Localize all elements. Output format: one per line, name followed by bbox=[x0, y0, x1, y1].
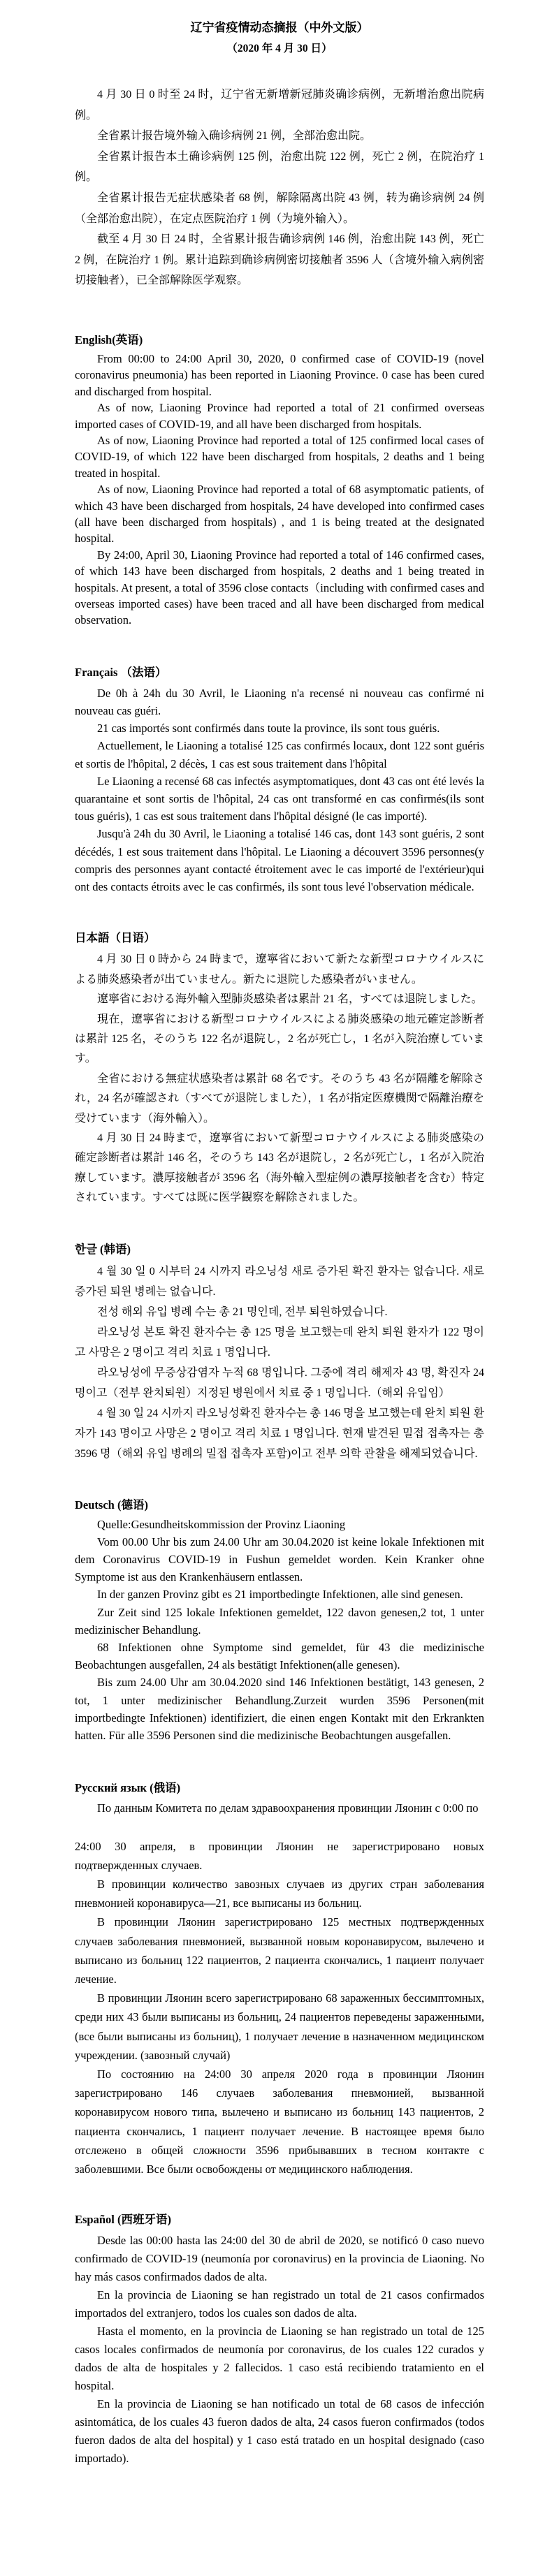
japanese-paragraph-2: 遼寧省における海外輸入型肺炎感染者は累計 21 名，すべては退院しました。 bbox=[97, 993, 483, 1006]
spanish-paragraph-3: Hasta el momento, en la provincia de Liaoning se han registrado un total de 125 casos locales confirmados de neumonía por coronavirus, de los cuales 122 curados y dados de alta de hospitales y 2 fallecidos. 1 caso está recibiendo tratamiento en el hospital. bbox=[75, 2325, 484, 2393]
heading-russian: Русский язык (俄语) bbox=[75, 1781, 181, 1795]
french-paragraph-3: Actuellement, le Liaoning a totalisé 125 cas confirmés locaux, dont 122 sont guéris et sortis de l'hôpital, 2 décès, 1 cas est sous traitement dans l'hôpital bbox=[75, 739, 484, 770]
japanese-paragraph-4: 全省における無症状感染者は累計 68 名です。そのうち 43 名が隔離を解除され，24 名が確認され（すべてが退院しました），1 名が指定医療機関で隔離治療を受けています（海外輸入）。 bbox=[75, 1072, 484, 1125]
french-paragraph-1: De 0h à 24h du 30 Avril, le Liaoning n'a recensé ni nouveau cas confirmé ni nouveau cas guéri. bbox=[75, 686, 484, 718]
japanese-body bbox=[75, 950, 484, 1208]
german-paragraph-5: Bis zum 24.00 Uhr am 30.04.2020 sind 146 Infektionen bestätigt, 143 genesen, 2 tot, 1 unter medizinischer Behandlung.Zurzeit wurden 3596 Personen(mit importbedingte Infektionen) identifiziert, die einen engen Kontakt mit den Erkrankten hatten. Für alle 3596 Personen sind die medizinische Beobachtungen ausgefallen. bbox=[75, 1676, 484, 1742]
heading-german: Deutsch (德语) bbox=[75, 1498, 148, 1512]
korean-paragraph-2: 전성 해외 유입 병례 수는 총 21 명인데, 전부 퇴원하였습니다. bbox=[97, 1305, 388, 1318]
chinese-paragraph-1: 4 月 30 日 0 时至 24 时，辽宁省无新增新冠肺炎确诊病例，无新增治愈出院病例。 bbox=[75, 89, 484, 122]
russian-paragraph-1: По данным Комитета по делам здравоохранения провинции Ляонин с 0:00 по bbox=[97, 1801, 479, 1815]
english-paragraph-2: As of now, Liaoning Province had reported a total of 21 confirmed overseas imported cases of COVID-19, and all have been discharged from hospitals. bbox=[75, 401, 484, 431]
spanish-paragraph-1: Desde las 00:00 hasta las 24:00 del 30 de abril de 2020, se notificó 0 caso nuevo confirmado de COVID-19 (neumonía por coronavirus) en la provincia de Liaoning. No hay más casos confirmados dados de alta. bbox=[75, 2234, 484, 2284]
english-paragraph-3: As of now, Liaoning Province had reported a total of 125 confirmed local cases of COVID-19, of which 122 have been discharged from hospitals, 2 deaths and 1 being treated in hospital. bbox=[75, 433, 484, 480]
document-title: 辽宁省疫情动态摘报（中外文版） bbox=[190, 21, 369, 34]
section-chinese bbox=[75, 85, 484, 291]
japanese-paragraph-5: 4 月 30 日 24 時まで，遼寧省において新型コロナウイルスによる肺炎感染の確定診断者は累計 146 名，そのうち 143 名が退院し，2 名が死亡し，1 名が入院治療しています。濃厚接触者が 3596 名（海外輸入型症例の濃厚接触者を含む）特定されています。すべては既に医学観察を解除されました。 bbox=[75, 1132, 484, 1204]
english-paragraph-4: As of now, Liaoning Province had reported a total of 68 asymptomatic patients, of which 43 have been discharged from hospitals, 24 have developed into confirmed cases (all have been discharged from hospitals) , and 1 is being treated at the designated hospital. bbox=[75, 483, 484, 546]
section-spanish bbox=[75, 2211, 484, 2468]
german-paragraph-2: In der ganzen Provinz gibt es 21 importbedingte Infektionen, alle sind genesen. bbox=[97, 1588, 463, 1602]
korean-paragraph-5: 4 월 30 일 24 시까지 라오닝성확진 환자수는 총 146 명을 보고했는데 완치 퇴원 환자가 143 명이고 사망은 2 명이고 격리 치료 1 명입니다. 현재 발견된 밀접 접촉자는 총 3596 명（해외 유입 병례의 밀접 접촉자 포함)이고 전부 의학 관찰을 해제되었습니다. bbox=[75, 1407, 484, 1460]
heading-korean: 한글 (韩语) bbox=[75, 1242, 131, 1256]
section-french bbox=[75, 664, 484, 895]
japanese-paragraph-1: 4 月 30 日 0 時から 24 時まで，遼寧省において新たな新型コロナウイルスによる肺炎感染者が出ていません。新たに退院した感染者がいません。 bbox=[75, 953, 484, 986]
heading-japanese: 日本語（日语） bbox=[75, 931, 156, 945]
russian-body bbox=[75, 1799, 484, 2179]
korean-paragraph-4: 라오닝성에 무증상감염자 누적 68 명입니다. 그중에 격리 해제자 43 명, 확진자 24 명이고（전부 완치퇴원）지정된 병원에서 치료 중 1 명입니다.（해외 유입임） bbox=[75, 1366, 484, 1399]
french-paragraph-2: 21 cas importés sont confirmés dans toute la province, ils sont tous guéris. bbox=[97, 722, 440, 736]
english-paragraph-5: By 24:00, April 30, Liaoning Province had reported a total of 146 confirmed cases, of which 143 have been discharged from hospitals, 2 deaths and 1 being treated in hospitals. At present, a total of 3596 close contacts（including with confirmed cases and overseas imported cases) have been traced and all have been discharged from medical observation. bbox=[75, 548, 484, 627]
german-source-line: Quelle:Gesundheitskommission der Provinz Liaoning bbox=[97, 1517, 346, 1531]
russian-paragraph-5: По состоянию на 24:00 30 апреля 2020 года в провинции Ляонин зарегистрировано 146 случаев заболевания пневмонией, вызванной коронавирусом нового типа, вылечено и выписано из больниц 143 пациентов, 2 пациента скончались, 1 пациент получает лечение. В настоящее время было отслежено в общей сложности 3596 прибывавших в тесном контакте с заболевшими. Все были освобождены от медицинского наблюдения. bbox=[75, 2068, 484, 2176]
french-paragraph-4: Le Liaoning a recensé 68 cas infectés asymptomatiques, dont 43 cas ont été levés la quarantaine et sont sortis de l'hôpital, 24 cas ont transformé en cas confirmés(ils sont tous guéris), 1 cas est sous traitement dans l'hôpital désigné (le cas importé). bbox=[75, 774, 484, 824]
english-body bbox=[75, 351, 484, 629]
chinese-paragraph-3: 全省累计报告本土确诊病例 125 例，治愈出院 122 例，死亡 2 例，在院治疗 1 例。 bbox=[75, 150, 484, 184]
japanese-paragraph-3: 現在，遼寧省における新型コロナウイルスによる肺炎感染の地元確定診断者は累計 125 名，そのうち 122 名が退院し，2 名が死亡し，1 名が入院治療しています。 bbox=[75, 1013, 484, 1065]
russian-paragraph-2: В провинции количество завозных случаев из других стран заболевания пневмонией коронавируса—21, все выписаны из больниц. bbox=[75, 1878, 484, 1910]
korean-paragraph-1: 4 월 30 일 0 시부터 24 시까지 라오닝성 새로 증가된 확진 환자는 없습니다. 새로 증가된 퇴원 병례는 없습니다. bbox=[75, 1265, 484, 1298]
german-body bbox=[75, 1516, 484, 1745]
blank-line bbox=[75, 1817, 484, 1836]
korean-paragraph-3: 라오닝성 본토 확진 환자수는 총 125 명을 보고했는데 완치 퇴원 환자가 122 명이고 사망은 2 명이고 격리 치료 1 명입니다. bbox=[75, 1326, 484, 1359]
german-paragraph-4: 68 Infektionen ohne Symptome sind gemeldet, für 43 die medizinische Beobachtungen ausgefallen, 24 als bestätigt Infektionen(alle genesen). bbox=[75, 1640, 484, 1672]
russian-paragraph-1-continued: 24:00 30 апреля, в провинции Ляонин не зарегистрировано новых подтвержденных случаев. bbox=[75, 1839, 484, 1872]
spanish-paragraph-4: En la provincia de Liaoning se han notificado un total de 68 casos de infección asintomática, de los cuales 43 fueron dados de alta, 24 casos fueron confirmados (todos fueron dados de alta del hospital) y 1 caso está tratado en un hospital designado (caso importado). bbox=[75, 2397, 484, 2466]
document-date: （2020 年 4 月 30 日） bbox=[226, 43, 333, 54]
russian-paragraph-4: В провинции Ляонин всего зарегистрировано 68 зараженных бессимптомных, среди них 43 были выписаны из больниц, 24 пациентов переведены зараженными, (все были выписаны из больниц), 1 получает лечение в назначенном медицинском учреждении. (завозный случай) bbox=[75, 1991, 484, 2062]
chinese-paragraph-4: 全省累计报告无症状感染者 68 例，解除隔离出院 43 例，转为确诊病例 24 例（全部治愈出院），在定点医院治疗 1 例（为境外输入）。 bbox=[75, 191, 484, 225]
french-body bbox=[75, 685, 484, 895]
section-russian bbox=[75, 1779, 484, 2179]
russian-paragraph-3: В провинции Ляонин зарегистрировано 125 местных подтвержденных случаев заболевания пневмонией, вызванной новым коронавирусом, вылечено и выписано из больниц 122 пациентов, 2 пациента скончались, 1 пациент получает лечение. bbox=[75, 1915, 484, 1986]
heading-english: English(英语) bbox=[75, 332, 143, 346]
german-paragraph-3: Zur Zeit sind 125 lokale Infektionen gemeldet, 122 davon genesen,2 tot, 1 unter medizinischer Behandlung. bbox=[75, 1605, 484, 1637]
english-paragraph-1: From 00:00 to 24:00 April 30, 2020, 0 confirmed case of COVID-19 (novel coronavirus pneumonia) has been reported in Liaoning Province. 0 case has been cured and discharged from hospital. bbox=[75, 351, 484, 398]
spanish-body bbox=[75, 2232, 484, 2468]
chinese-paragraph-2: 全省累计报告境外输入确诊病例 21 例，全部治愈出院。 bbox=[97, 130, 372, 142]
chinese-paragraph-5: 截至 4 月 30 日 24 时，全省累计报告确诊病例 146 例，治愈出院 143 例，死亡 2 例，在院治疗 1 例。累计追踪到确诊病例密切接触者 3596 人（含境外输入病例密切接触者），已全部解除医学观察。 bbox=[75, 233, 484, 287]
section-japanese bbox=[75, 929, 484, 1208]
section-korean bbox=[75, 1241, 484, 1464]
german-paragraph-1: Vom 00.00 Uhr bis zum 24.00 Uhr am 30.04.2020 ist keine lokale Infektionen mit dem Coronavirus COVID-19 in Fushun gemeldet worden. Kein Kranker ohne Symptome ist aus den Krankenhäusern entlassen. bbox=[75, 1535, 484, 1584]
section-german bbox=[75, 1496, 484, 1745]
korean-body bbox=[75, 1261, 484, 1464]
section-english bbox=[75, 331, 484, 629]
heading-french: Français （法语） bbox=[75, 665, 167, 679]
heading-spanish: Español (西班牙语) bbox=[75, 2213, 171, 2227]
french-paragraph-5: Jusqu'à 24h du 30 Avril, le Liaoning a totalisé 146 cas, dont 143 sont guéris, 2 sont décédés, 1 est sous traitement dans l'hôpital. Le Liaoning a découvert 3596 personnes(y compris des personnes ayant contacté étroitement avec le cas importé de l'extérieur)qui ont des contacts étroits avec le cas confirmés, ils sont tous levé l'observation médicale. bbox=[75, 827, 484, 894]
spanish-paragraph-2: En la provincia de Liaoning se han registrado un total de 21 casos confirmados importados del extranjero, todos los cuales son dados de alta. bbox=[75, 2288, 484, 2320]
